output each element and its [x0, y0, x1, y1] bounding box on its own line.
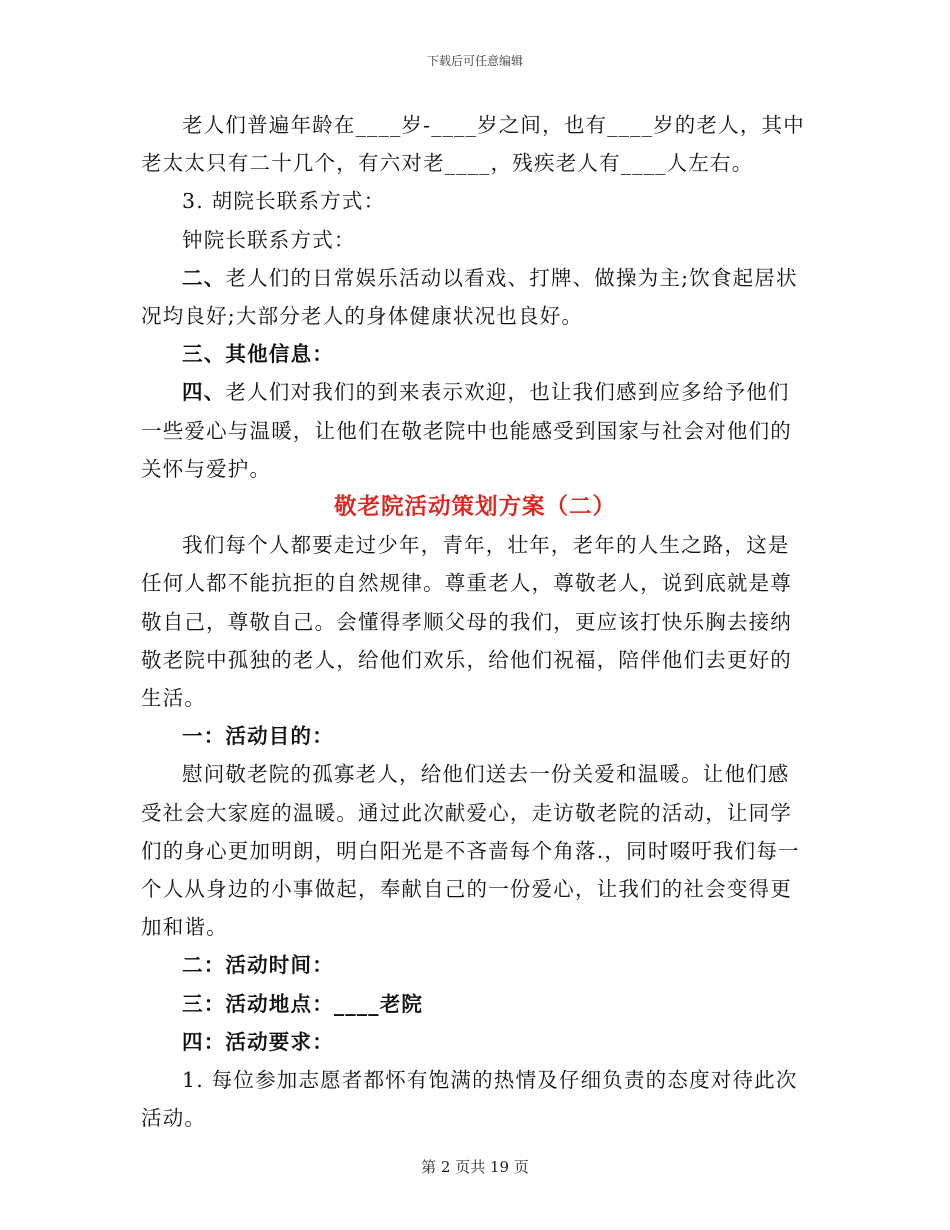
heading-requirements: 四：活动要求： [182, 1029, 334, 1054]
heading-purpose: 一：活动目的： [182, 724, 334, 749]
paragraph-purpose: 慰问敬老院的孤寡老人，给他们送去一份关爱和温暖。让他们感受社会大家庭的温暖。通过此次献爱心，走访敬老院的活动，让同学们的身心更加明朗，明白阳光是不吝啬每个角落.，同时啜吁我们每一个人从身边的小事做起，奉献自己的一份爱心，让我们的社会变得更加和谐。 [141, 762, 800, 940]
paragraph-text: 老人们的日常娱乐活动以看戏、打牌、做操为主;饮食起居状况均良好;大部分老人的身体健康状况也良好。 [141, 265, 798, 329]
section-number: 二、 [182, 265, 226, 290]
page-header: 下载后可任意编辑 [426, 54, 523, 68]
paragraph-contact-zhong: 钟院长联系方式： [182, 227, 356, 252]
paragraph-intro: 我们每个人都要走过少年，青年，壮年，老年的人生之路，这是任何人都不能抗拒的自然规律。尊重老人，尊敬老人，说到底就是尊敬自己，尊敬自己。会懂得孝顺父母的我们，更应该打快乐胸去接纳敬老院中孤独的老人，给他们欢乐，给他们祝福，陪伴他们去更好的生活。 [141, 533, 792, 711]
paragraph-text: 老人们对我们的到来表示欢迎，也让我们感到应多给予他们一些爱心与温暖，让他们在敬老院中也能感受到国家与社会对他们的关怀与爱护。 [141, 380, 792, 481]
page-footer: 第 2 页共 19 页 [421, 1158, 529, 1176]
heading-location: 三：活动地点：____老院 [182, 991, 424, 1016]
paragraph-requirement-1: 1. 每位参加志愿者都怀有饱满的热情及仔细负责的态度对待此次活动。 [141, 1068, 798, 1131]
document-body [141, 106, 809, 1137]
section-title: 敬老院活动策划方案（二） [333, 494, 616, 521]
paragraph-contact-hu: 3. 胡院长联系方式： [182, 189, 386, 214]
paragraph-welcome [141, 373, 809, 488]
section-number: 四、 [182, 380, 226, 405]
paragraph-age-info: 老人们普遍年龄在____岁-____岁之间，也有____岁的老人，其中老太太只有二十几个，有六对老____，残疾老人有____人左右。 [141, 113, 805, 176]
heading-time: 二：活动时间： [182, 953, 334, 978]
paragraph-daily-life [141, 259, 809, 335]
heading-other-info: 三、其他信息： [182, 342, 334, 367]
